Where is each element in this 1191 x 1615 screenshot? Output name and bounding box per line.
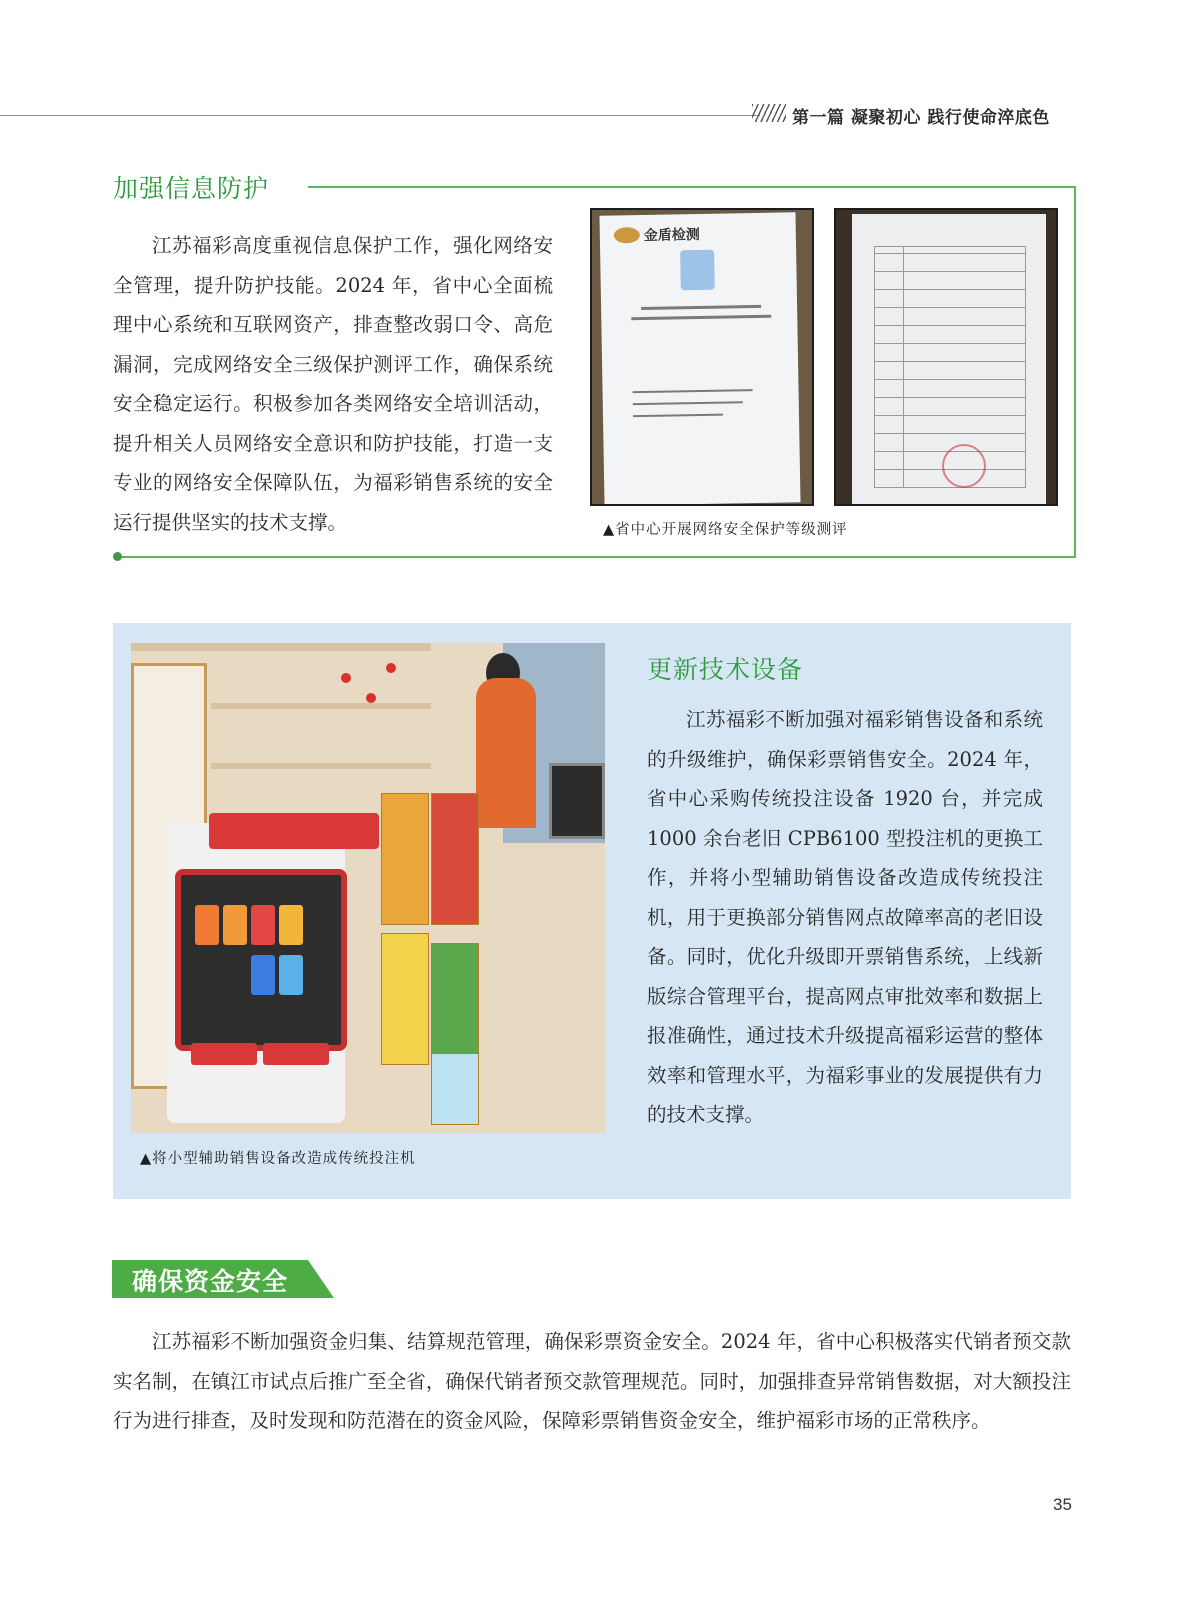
- section-frame-right: [1074, 186, 1076, 558]
- terminal-top-sign: [209, 813, 379, 849]
- terminal-screen: [175, 869, 347, 1051]
- official-seal-icon: [942, 444, 986, 488]
- photo-evaluation-report-cover: [590, 208, 814, 506]
- section-frame-dot: [113, 552, 122, 561]
- fund-security-paragraph: 江苏福彩不断加强资金归集、结算规范管理，确保彩票资金安全。2024 年，省中心积极落实代销者预交款实名制，在镇江市试点后推广至全省，确保代销者预交款管理规范。同时，加强排查异常销售数据，对大额投注行为进行排查，及时发现和防范潜在的资金风险，保障彩票销售资金安全，维护福彩市场的正常秩序。: [113, 1330, 1071, 1432]
- photo-evaluation-conclusion-page: [834, 208, 1058, 506]
- certification-mark-icon: [680, 250, 715, 291]
- header-rule: [0, 115, 760, 116]
- running-header-title: 第一篇 凝聚初心 践行使命淬底色: [792, 108, 1050, 128]
- header-hatch-ornament: [752, 104, 786, 122]
- photo-caption-terminal: ▲将小型辅助销售设备改造成传统投注机: [140, 1151, 416, 1167]
- section-frame-top: [308, 186, 1076, 188]
- report-logo-text: 金盾检测: [643, 226, 700, 244]
- counter-monitor: [549, 763, 605, 839]
- section-title-info-protection: 加强信息防护: [113, 174, 270, 203]
- tech-equipment-paragraph: 江苏福彩不断加强对福彩销售设备和系统的升级维护，确保彩票销售安全。2024 年，省中心采购传统投注设备 1920 台，并完成 1000 余台老旧 CPB6100 型投注机的更换工作，并将小型辅助销售设备改造成传统投注机，用于更换部分销售网点故障率高的老旧设备。同时，优化升级即开票销售系统，上线新版综合管理平台，提高网点审批效率和数据上报准确性，通过技术升级提高福彩运营的整体效率和管理水平，为福彩事业的发展提供有力的技术支撑。: [647, 708, 1043, 1126]
- section-title-fund-security: 确保资金安全: [132, 1267, 289, 1296]
- info-protection-paragraph: 江苏福彩高度重视信息保护工作，强化网络安全管理，提升防护技能。2024 年，省中心全面梳理中心系统和互联网资产，排查整改弱口令、高危漏洞，完成网络安全三级保护测评工作，确保系统安全稳定运行。积极参加各类网络安全培训活动，提升相关人员网络安全意识和防护技能，打造一支专业的网络安全保障队伍，为福彩销售系统的安全运行提供坚实的技术支撑。: [113, 234, 553, 534]
- photo-lottery-terminal: [131, 643, 605, 1133]
- report-logo-icon: [614, 227, 640, 243]
- section-title-tech-equipment: 更新技术设备: [647, 655, 804, 684]
- page-number: 35: [1053, 1495, 1072, 1514]
- section-frame-bottom: [118, 556, 1076, 558]
- clerk: [476, 678, 536, 828]
- photo-caption-evaluation: ▲省中心开展网络安全保护等级测评: [603, 522, 848, 538]
